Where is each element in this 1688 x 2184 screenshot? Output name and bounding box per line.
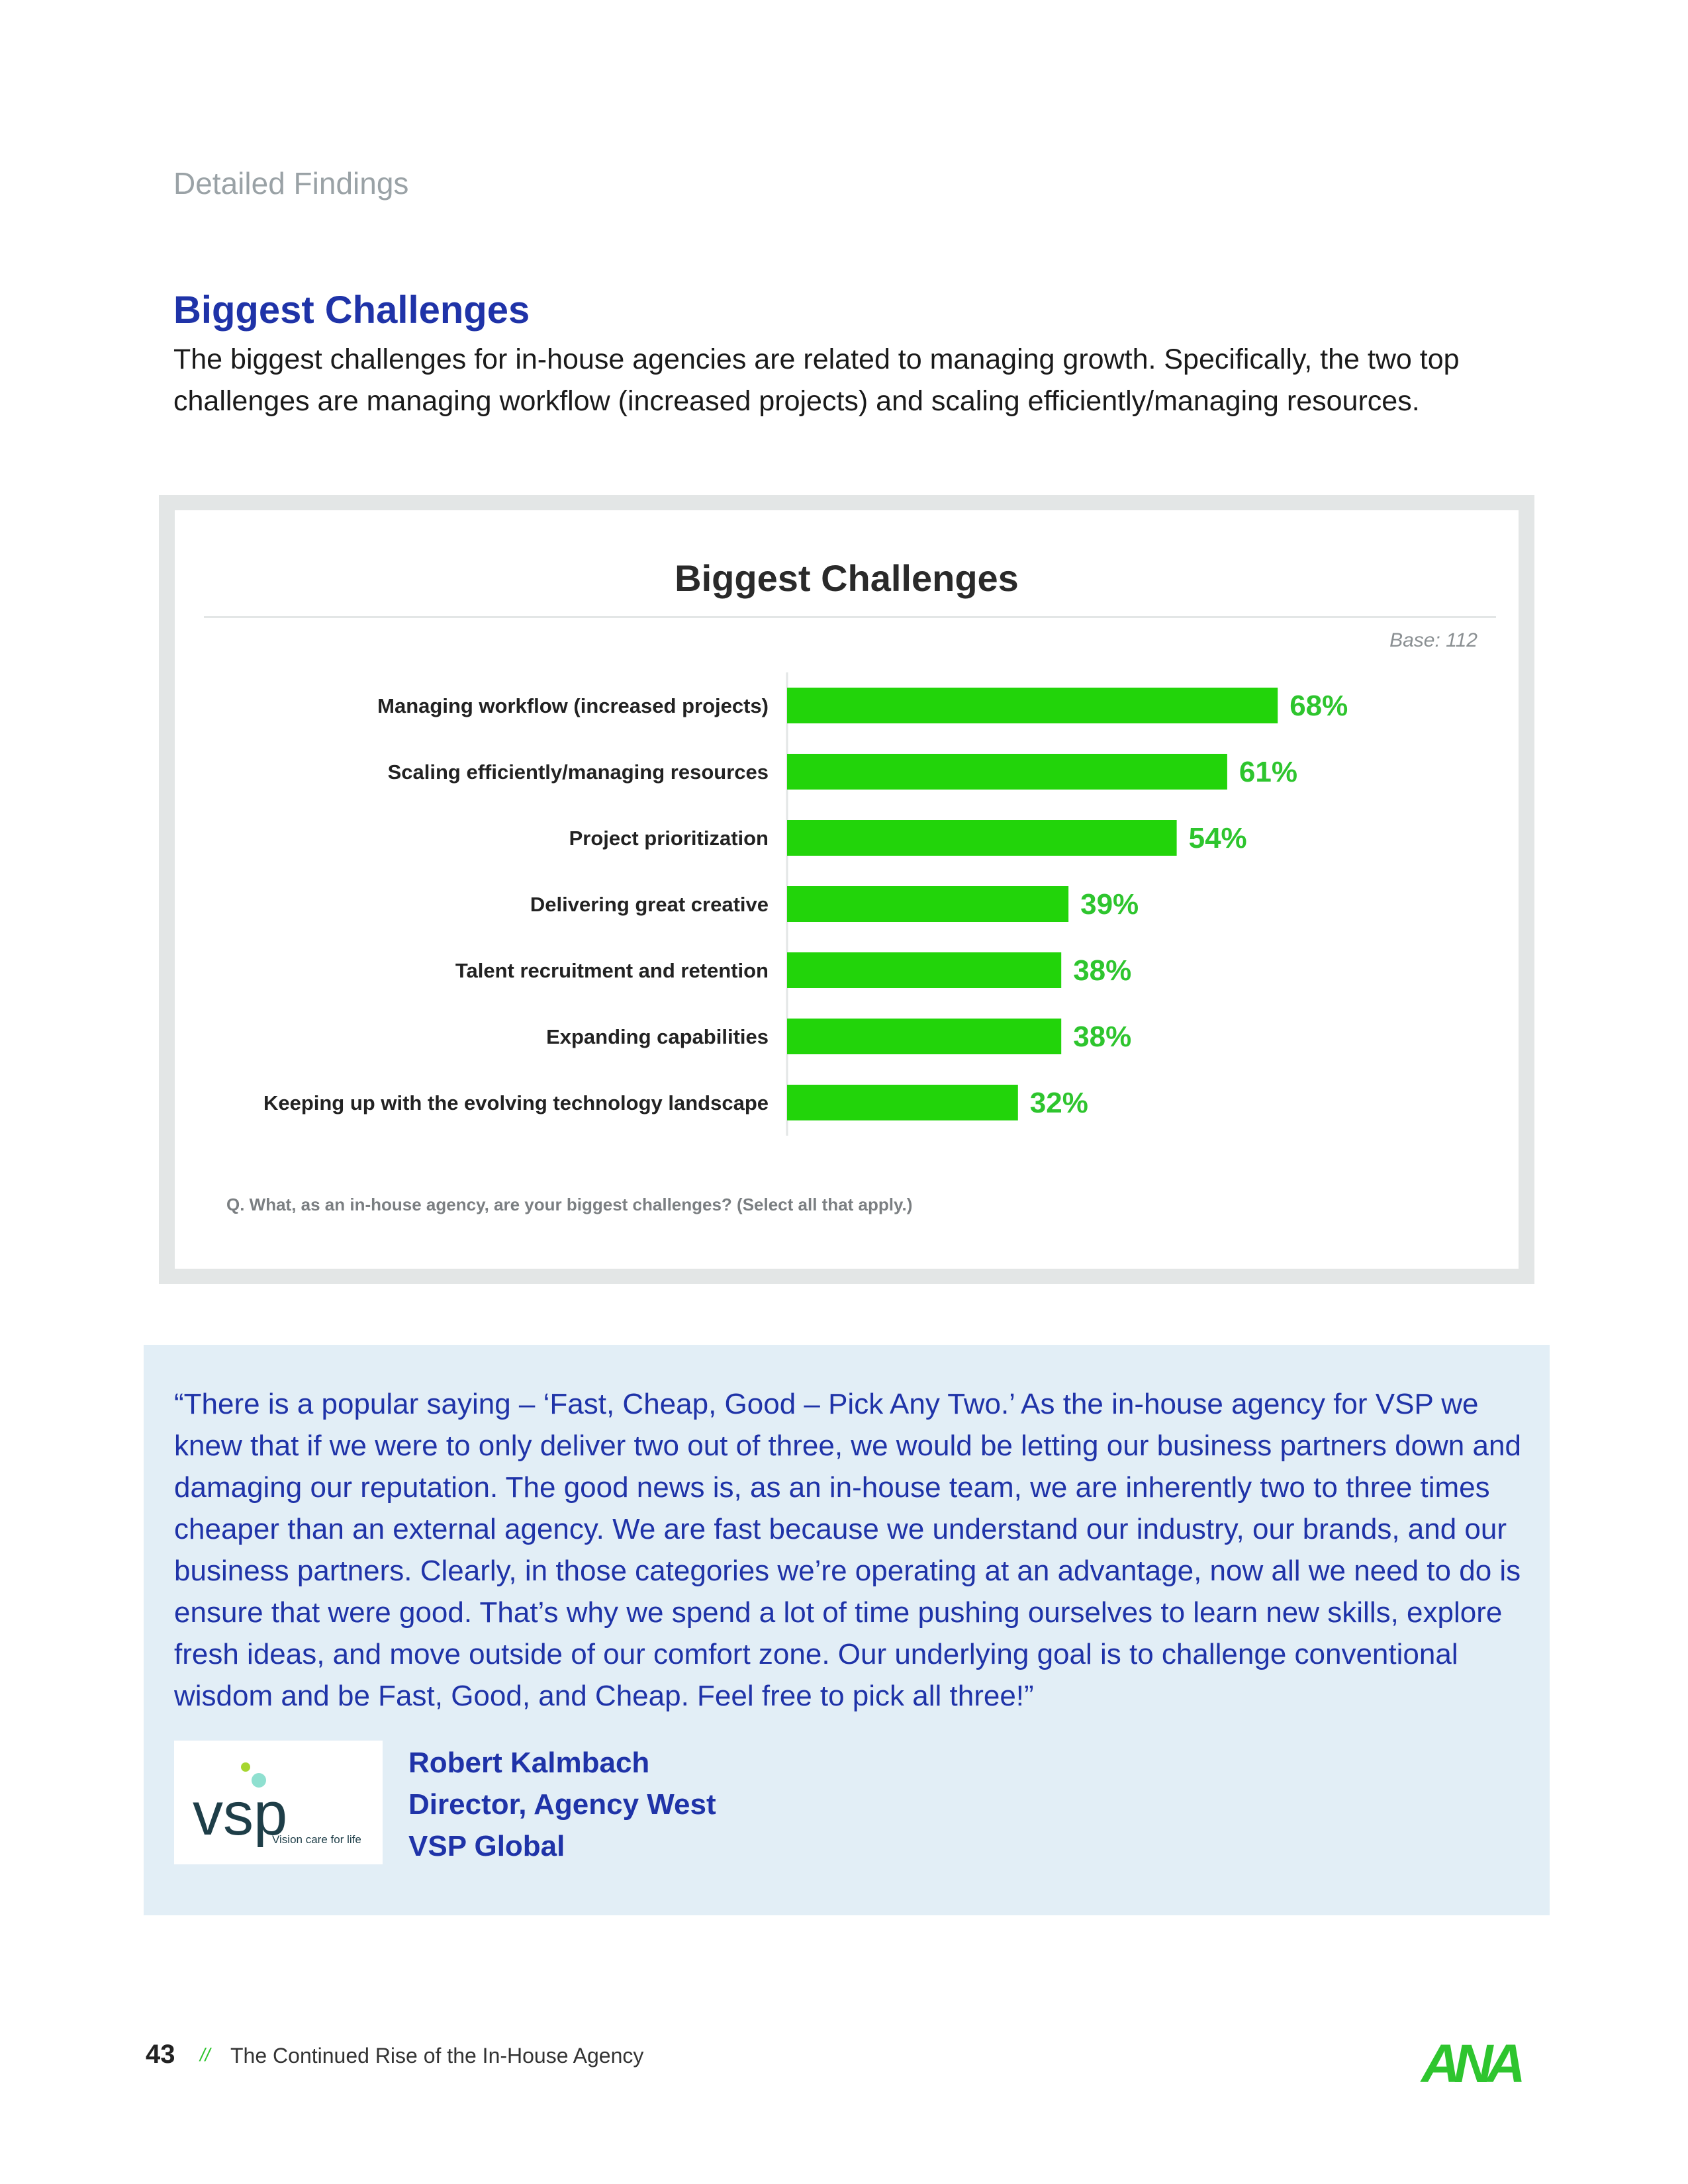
value-label: 32%: [1029, 1087, 1088, 1119]
footer-separator: //: [200, 2044, 211, 2065]
category-label: Talent recruitment and retention: [455, 959, 769, 982]
logo-wordmark: vsp: [193, 1780, 288, 1848]
logo-dot-green: [241, 1762, 250, 1772]
attribution-company: VSP Global: [408, 1830, 565, 1862]
chart-card: [175, 510, 1519, 1269]
page-number: 43: [146, 2040, 175, 2069]
category-label: Delivering great creative: [530, 893, 769, 916]
attribution-role: Director, Agency West: [408, 1788, 716, 1821]
value-label: 38%: [1073, 1021, 1132, 1053]
value-label: 61%: [1239, 756, 1297, 788]
value-label: 39%: [1080, 888, 1139, 921]
bar: [787, 688, 1278, 723]
bar: [787, 820, 1177, 856]
chart-base-note: Base: 112: [1389, 629, 1477, 651]
bar: [787, 952, 1061, 988]
category-label: Managing workflow (increased projects): [377, 694, 769, 717]
footer-doc-title: The Continued Rise of the In-House Agency: [230, 2044, 644, 2068]
ana-logo: [1420, 2019, 1526, 2091]
section-label: Detailed Findings: [173, 166, 409, 201]
attribution: [408, 1742, 716, 1867]
page-title: Biggest Challenges: [173, 289, 530, 332]
attribution-name: Robert Kalmbach: [408, 1747, 650, 1779]
bar: [787, 1085, 1018, 1120]
chart-title: Biggest Challenges: [675, 557, 1019, 599]
quote-text: “There is a popular saying – ‘Fast, Cheap, Good – Pick Any Two.’ As the in-house agency for VSP we knew that if we were to only deliver two out of three, we would be letting our business partners down and damaging our reputation. The good news is, as an in-house team, we are inherently two to three times cheaper than an external agency. We are fast because we understand our industry, our brands, and our business partners. Clearly, in those categories we’re operating at an advantage, now all we need to do is ensure that were good. That’s why we spend a lot of time pushing ourselves to learn new skills, explore fresh ideas, and move outside of our comfort zone. Our underlying goal is to challenge conventional wisdom and be Fast, Good, and Cheap. Feel free to pick all three!”: [174, 1388, 1521, 1712]
logo-tagline: Vision care for life: [272, 1833, 361, 1846]
quote-box: [144, 1345, 1550, 1915]
value-label: 68%: [1289, 690, 1348, 722]
intro-paragraph: The biggest challenges for in-house agencies are related to managing growth. Specifically, the two top challenges are managing workflow (increased projects) and scaling efficiently/managing resources.: [173, 343, 1460, 417]
value-label: 54%: [1188, 822, 1247, 854]
bar: [787, 754, 1227, 790]
category-label: Keeping up with the evolving technology landscape: [263, 1091, 769, 1115]
ana-wordmark: ANA: [1421, 2034, 1519, 2091]
bar: [787, 886, 1068, 922]
chart-question: Q. What, as an in-house agency, are your biggest challenges? (Select all that apply.): [226, 1195, 913, 1214]
category-label: Project prioritization: [569, 827, 769, 850]
vsp-logo: [174, 1741, 383, 1864]
bar: [787, 1019, 1061, 1054]
value-label: 38%: [1073, 954, 1132, 987]
bar-chart: [175, 510, 1519, 1172]
category-label: Scaling efficiently/managing resources: [387, 760, 769, 784]
category-label: Expanding capabilities: [546, 1025, 769, 1048]
